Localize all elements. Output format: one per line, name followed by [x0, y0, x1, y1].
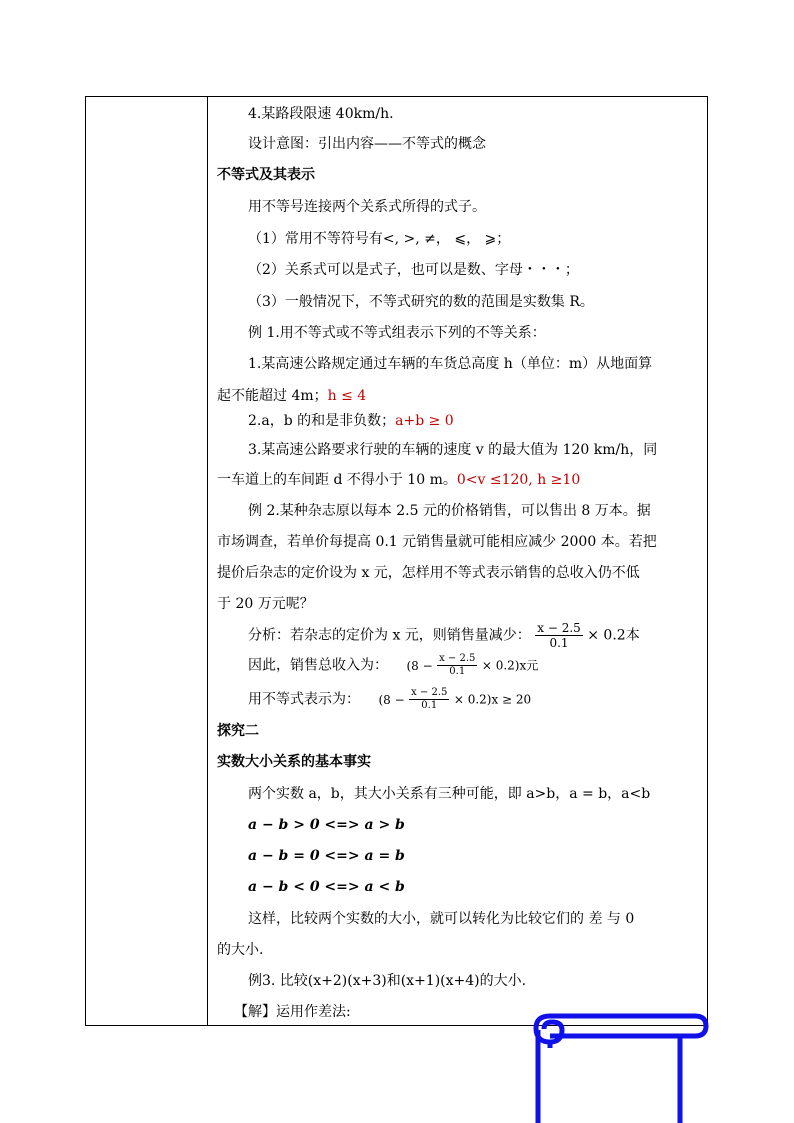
text-line: 提价后杂志的定价设为 x 元，怎样用不等式表示销售的总收入仍不低 — [217, 565, 640, 581]
fraction-denominator: 0.1 — [421, 700, 438, 711]
text-line: （1）常用不等符号有<, >, ≠， ⩽， ⩾； — [248, 231, 511, 247]
fraction-denominator: 0.1 — [449, 666, 466, 677]
math-line: a − b = 0 <=> a = b — [248, 848, 405, 864]
text-span: 因此，销售总收入为： — [248, 657, 388, 674]
fraction-denominator: 0.1 — [549, 636, 569, 650]
math-span: (8 − — [378, 692, 405, 707]
answer-text: a+b ≥ 0 — [395, 413, 454, 429]
column-divider — [207, 97, 208, 1025]
fraction-numerator: x − 2.5 — [439, 653, 476, 664]
text-line: 市场调查，若单价每提高 0.1 元销售量就可能相应减少 2000 本。若把 — [217, 534, 657, 550]
text-line: 1.某高速公路规定通过车辆的车货总高度 h（单位：m）从地面算 — [248, 356, 653, 372]
fraction-numerator: x − 2.5 — [537, 621, 581, 635]
section-heading: 不等式及其表示 — [217, 167, 315, 183]
text-line: 4.某路段限速 40km/h. — [248, 106, 394, 122]
math-span: × 0.2)x元 — [481, 658, 539, 673]
text-line — [248, 687, 531, 712]
text-span: 起不能超过 4m； — [217, 388, 328, 404]
text-line: 的大小. — [217, 942, 264, 958]
scroll-icon — [530, 1008, 710, 1123]
math-line: a − b > 0 <=> a > b — [248, 817, 405, 833]
text-line — [217, 471, 580, 489]
text-line: 3.某高速公路要求行驶的车辆的速度 v 的最大值为 120 km/h，同 — [248, 442, 658, 458]
section-heading: 探究二 — [217, 723, 259, 739]
text-line — [248, 653, 538, 678]
text-line — [248, 621, 640, 650]
math-span: × 0.2)x ≥ 20 — [453, 692, 532, 707]
lesson-table — [85, 96, 708, 1026]
text-line: 这样，比较两个实数的大小，就可以转化为比较它们的 差 与 0 — [248, 911, 635, 927]
math-span: (8 − — [406, 658, 433, 673]
text-line: 设计意图：引出内容——不等式的概念 — [248, 136, 486, 152]
text-span: 用不等式表示为： — [248, 691, 360, 708]
text-span: 分析：若杂志的定价为 x 元，则销售量减少： — [248, 627, 531, 644]
math-line: a − b < 0 <=> a < b — [248, 879, 405, 895]
text-line — [248, 412, 454, 430]
text-line: 例 2.某种杂志原以每本 2.5 元的价格销售，可以售出 8 万本。据 — [248, 503, 651, 519]
text-line: 例3. 比较(x+2)(x+3)和(x+1)(x+4)的大小. — [248, 973, 527, 989]
fraction — [437, 653, 477, 678]
answer-text: h ≤ 4 — [327, 388, 367, 404]
text-span: 一车道上的车间距 d 不得小于 10 m。 — [217, 472, 457, 488]
text-line: （3）一般情况下，不等式研究的数的范围是实数集 R。 — [248, 294, 594, 310]
text-line: 例 1.用不等式或不等式组表示下列的不等关系： — [248, 325, 546, 341]
text-span: × 0.2本 — [587, 627, 640, 644]
text-line: 用不等号连接两个关系式所得的式子。 — [248, 199, 486, 215]
text-line: 于 20 万元呢？ — [217, 596, 314, 612]
fraction — [535, 621, 583, 650]
text-line: 【解】运用作差法: — [234, 1004, 351, 1020]
text-line: 两个实数 a，b，其大小关系有三种可能，即 a>b，a = b，a<b — [248, 786, 651, 802]
text-line: （2）关系式可以是式子，也可以是数、字母・・・； — [248, 262, 579, 278]
text-span: 2.a，b 的和是非负数； — [248, 413, 396, 429]
text-line — [217, 387, 366, 405]
fraction-numerator: x − 2.5 — [411, 687, 448, 698]
answer-text: 0<v ≤120, h ≥10 — [456, 472, 581, 488]
section-heading: 实数大小关系的基本事实 — [217, 754, 371, 770]
fraction — [409, 687, 449, 712]
